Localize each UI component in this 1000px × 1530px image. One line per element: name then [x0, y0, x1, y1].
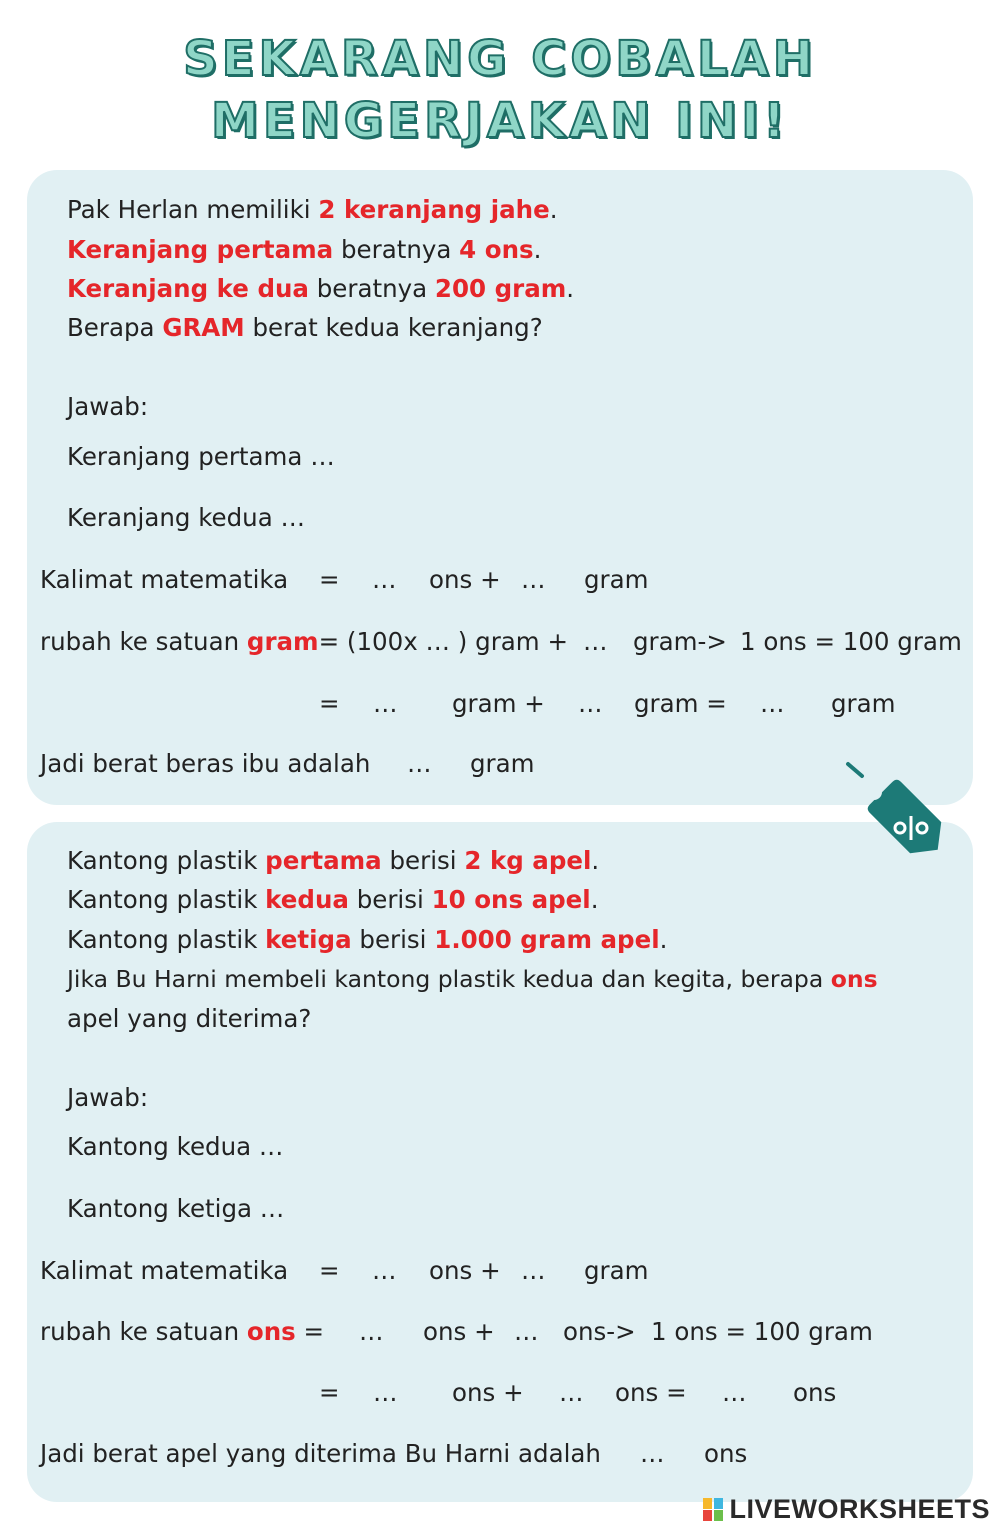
blank[interactable]: …	[559, 1378, 584, 1407]
blank[interactable]: …	[407, 749, 432, 778]
problem2-line-3: Kantong plastik ketiga berisi 1.000 gram apel.	[67, 925, 668, 954]
problem2-jawab-label: Jawab:	[67, 1083, 149, 1112]
problem1-line-1: Pak Herlan memiliki 2 keranjang jahe.	[67, 195, 558, 224]
problem2-question: Jika Bu Harni membeli kantong plastik kedua dan kegita, berapa ons	[67, 965, 878, 993]
problem1-keranjang-kedua: Keranjang kedua …	[67, 503, 305, 532]
blank[interactable]: …	[372, 565, 397, 594]
liveworksheets-brand[interactable]	[703, 1493, 990, 1525]
title-line-1: SEKARANG COBALAH	[183, 31, 817, 87]
liveworksheets-logo-icon	[703, 1496, 725, 1522]
problem1-keranjang-pertama: Keranjang pertama …	[67, 442, 335, 471]
brand-text: LIVEWORKSHEETS	[729, 1493, 990, 1524]
problem2-question-cont: apel yang diterima?	[67, 1004, 312, 1033]
problem1-jawab-label: Jawab:	[67, 392, 149, 421]
problem-card-1: Pak Herlan memiliki 2 keranjang jahe. Keranjang pertama beratnya 4 ons. Keranjang ke dua beratnya 200 gram. Berapa GRAM berat kedua keranjang? Jawab: Keranjang pertama … Keranjang kedua … Kalimat matematika = … ons + … gram rubah ke satuan gram= (100x … ) gram + … gram-> 1 ons = 100 gram = … gram + … gram = … gram Jadi berat beras ibu adalah … gram	[27, 170, 973, 805]
blank[interactable]: …	[583, 627, 608, 656]
problem2-kantong-ketiga: Kantong ketiga …	[67, 1194, 285, 1223]
problem2-line-1: Kantong plastik pertama berisi 2 kg apel.	[67, 846, 600, 875]
problem2-kantong-kedua: Kantong kedua …	[67, 1132, 284, 1161]
conversion-note: 1 ons = 100 gram	[651, 1317, 873, 1346]
blank[interactable]: …	[760, 689, 785, 718]
blank[interactable]: …	[722, 1378, 747, 1407]
blank[interactable]: …	[521, 565, 546, 594]
problem1-question: Berapa GRAM berat kedua keranjang?	[67, 313, 543, 342]
blank[interactable]: …	[521, 1256, 546, 1285]
problem-card-2: Kantong plastik pertama berisi 2 kg apel. Kantong plastik kedua berisi 10 ons apel. Kantong plastik ketiga berisi 1.000 gram apel. Jika Bu Harni membeli kantong plastik kedua dan kegita, berapa ons apel yang diterima? Jawab: Kantong kedua … Kantong ketiga … Kalimat matematika = … ons + … gram rubah ke satuan ons = … ons + … ons-> 1 ons = 100 gram = … ons + … ons = … ons Jadi berat apel yang diterima Bu Harni adalah … ons	[27, 822, 973, 1502]
problem2-line-2: Kantong plastik kedua berisi 10 ons apel.	[67, 885, 599, 914]
problem1-line-3: Keranjang ke dua beratnya 200 gram.	[67, 274, 575, 303]
conversion-note: 1 ons = 100 gram	[740, 627, 962, 656]
blank[interactable]: …	[373, 1378, 398, 1407]
blank[interactable]: …	[514, 1317, 539, 1346]
blank[interactable]: …	[640, 1439, 665, 1468]
problem1-line-2: Keranjang pertama beratnya 4 ons.	[67, 235, 542, 264]
title-line-2: MENGERJAKAN INI!	[211, 93, 789, 149]
blank[interactable]: …	[578, 689, 603, 718]
percent-tag-icon	[838, 758, 968, 888]
blank[interactable]: …	[372, 1256, 397, 1285]
blank[interactable]: …	[359, 1317, 384, 1346]
blank[interactable]: …	[373, 689, 398, 718]
